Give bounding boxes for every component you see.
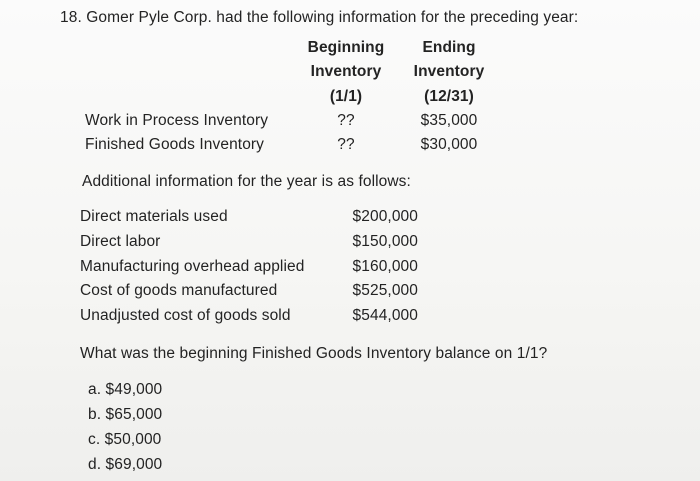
direct-materials-label: Direct materials used [80, 208, 228, 225]
problem-title: 18. Gomer Pyle Corp. had the following information for the preceding year: [60, 9, 579, 26]
cogm-value: $525,000 [352, 282, 418, 299]
wip-beginning-value: ?? [337, 112, 355, 129]
ending-header-line-2: Inventory [413, 63, 485, 80]
beginning-header-line-3: (1/1) [329, 88, 363, 105]
direct-labor-value: $150,000 [352, 233, 418, 250]
answer-option-d[interactable]: d. $69,000 [88, 456, 163, 473]
wip-ending-value: $35,000 [420, 112, 478, 129]
cogm-label: Cost of goods manufactured [80, 282, 278, 299]
beginning-header-line-2: Inventory [310, 63, 382, 80]
wip-inventory-label: Work in Process Inventory [85, 112, 269, 129]
additional-info-heading: Additional information for the year is as follows: [82, 173, 411, 190]
fg-inventory-label: Finished Goods Inventory [85, 136, 265, 153]
answer-option-b[interactable]: b. $65,000 [88, 406, 163, 423]
overhead-applied-label: Manufacturing overhead applied [80, 258, 305, 275]
direct-materials-value: $200,000 [352, 208, 418, 225]
overhead-applied-value: $160,000 [352, 258, 418, 275]
fg-ending-value: $30,000 [420, 136, 478, 153]
fg-beginning-value: ?? [337, 136, 355, 153]
unadjusted-cogs-value: $544,000 [352, 307, 418, 324]
unadjusted-cogs-label: Unadjusted cost of goods sold [80, 307, 291, 324]
ending-header-line-3: (12/31) [424, 88, 474, 105]
beginning-header-line-1: Beginning [307, 39, 385, 56]
question-text: What was the beginning Finished Goods Inventory balance on 1/1? [80, 345, 548, 362]
ending-header-line-1: Ending [422, 39, 476, 56]
direct-labor-label: Direct labor [80, 233, 161, 250]
answer-option-a[interactable]: a. $49,000 [88, 381, 163, 398]
answer-option-c[interactable]: c. $50,000 [88, 431, 162, 448]
